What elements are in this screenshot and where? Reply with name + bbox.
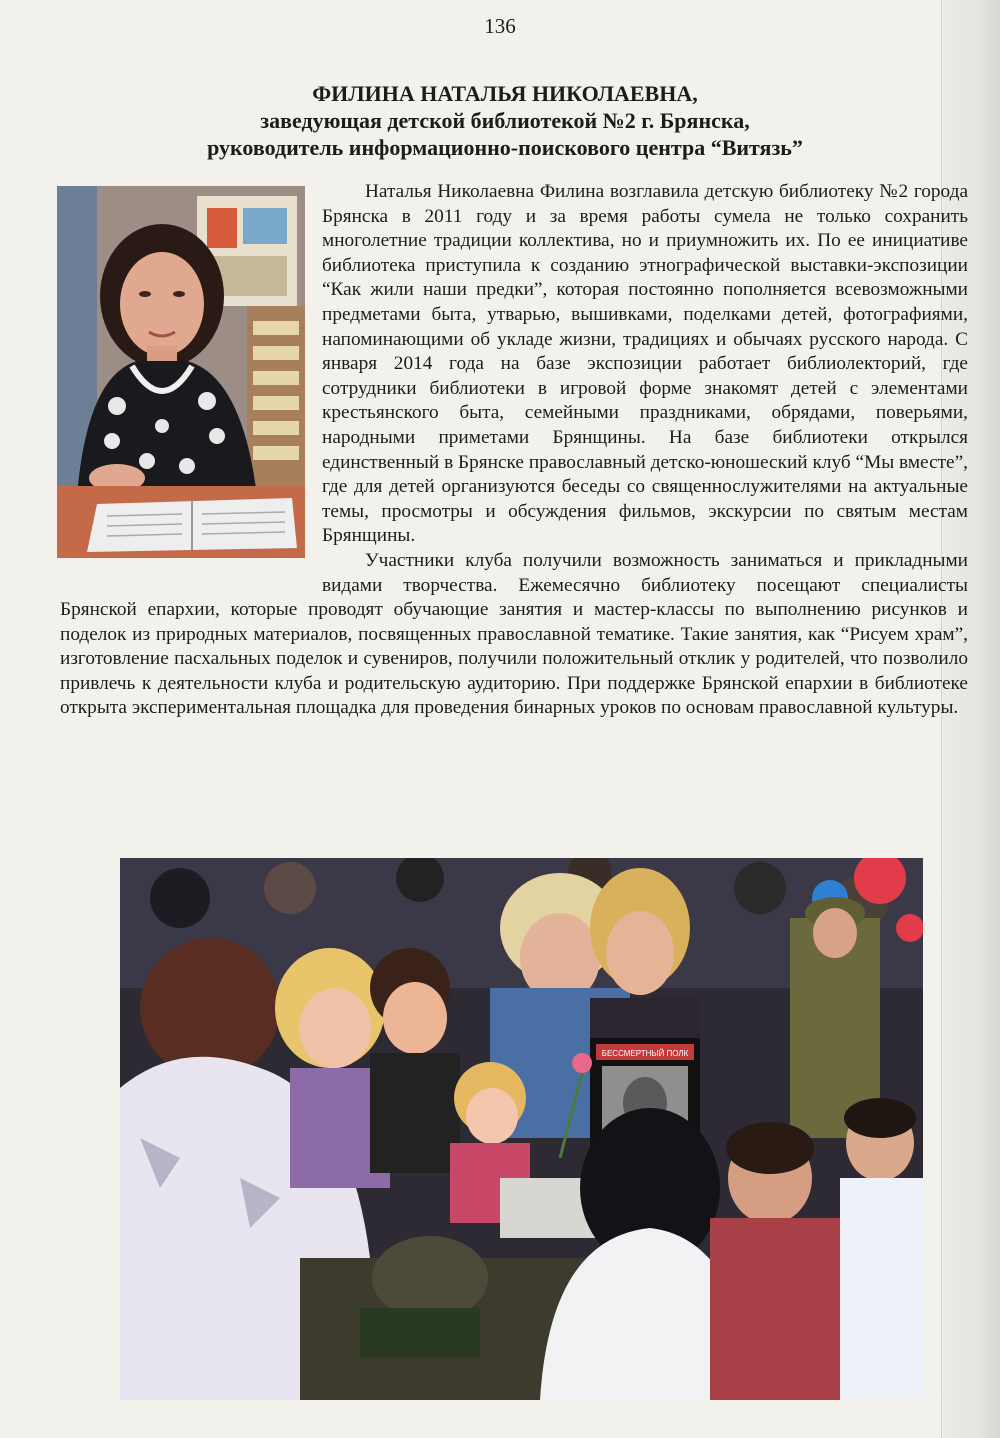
article-heading [60, 80, 950, 161]
position-line-1: заведующая детской библиотекой №2 г. Брянска, [260, 108, 750, 133]
person-name: ФИЛИНА НАТАЛЬЯ НИКОЛАЕВНА, [312, 81, 698, 106]
article-body [60, 180, 968, 721]
page-number: 136 [484, 14, 516, 38]
paragraph-2: Участники клуба получили возможность заниматься и прикладными видами творчества. Ежемесячно библиотеку посещают специалисты Брянской епархии, которые проводят обучающие занятия и мастер-классы по выполнению рисунков и поделок из природных материалов, посвященных православной тематике. Такие занятия, как “Рисуем храм”, изготовление пасхальных поделок и сувениров, получили положительный отклик у родителей, что позволило привлечь к деятельности клуба и родительскую аудиторию. При поддержке Брянской епархии в библиотеке открыта экспериментальная площадка для проведения бинарных уроков по основам православной культуры. [60, 549, 968, 719]
portrait-wrap-space [60, 180, 322, 585]
position-line-2: руководитель информационно-поискового центра “Витязь” [207, 135, 803, 160]
crowd-event-photo [120, 858, 923, 1400]
sign-text: БЕССМЕРТНЫЙ ПОЛК [601, 1049, 689, 1058]
paragraph-1: Наталья Николаевна Филина возглавила детскую библиотеку №2 города Брянска в 2011 году и за время работы сумела не только сохранить многолетние традиции коллектива, но и приумножить их. По ее инициативе библиотека приступила к созданию этнографической выставки-экспозиции “Как жили наши предки”, которая постоянно пополняется всевозможными предметами быта, утварью, вышивками, поделками детей, фотографиями, напоминающими об укладе жизни, традициях и обычаях русского народа. С января 2014 года на базе экспозиции работает библиолекторий, где сотрудники библиотеки в игровой форме знакомят детей с элементами крестьянского быта, семейными праздниками, обрядами, поверьями, народными приметами Брянщины. На базе библиотеки открылся единственный в Брянске православный детско-юношеский клуб “Мы вместе”, где для детей организуются беседы со священнослужителями на актуальные темы, просмотры и обсуждения фильмов, экскурсии по святым местам Брянщины. [322, 181, 968, 547]
